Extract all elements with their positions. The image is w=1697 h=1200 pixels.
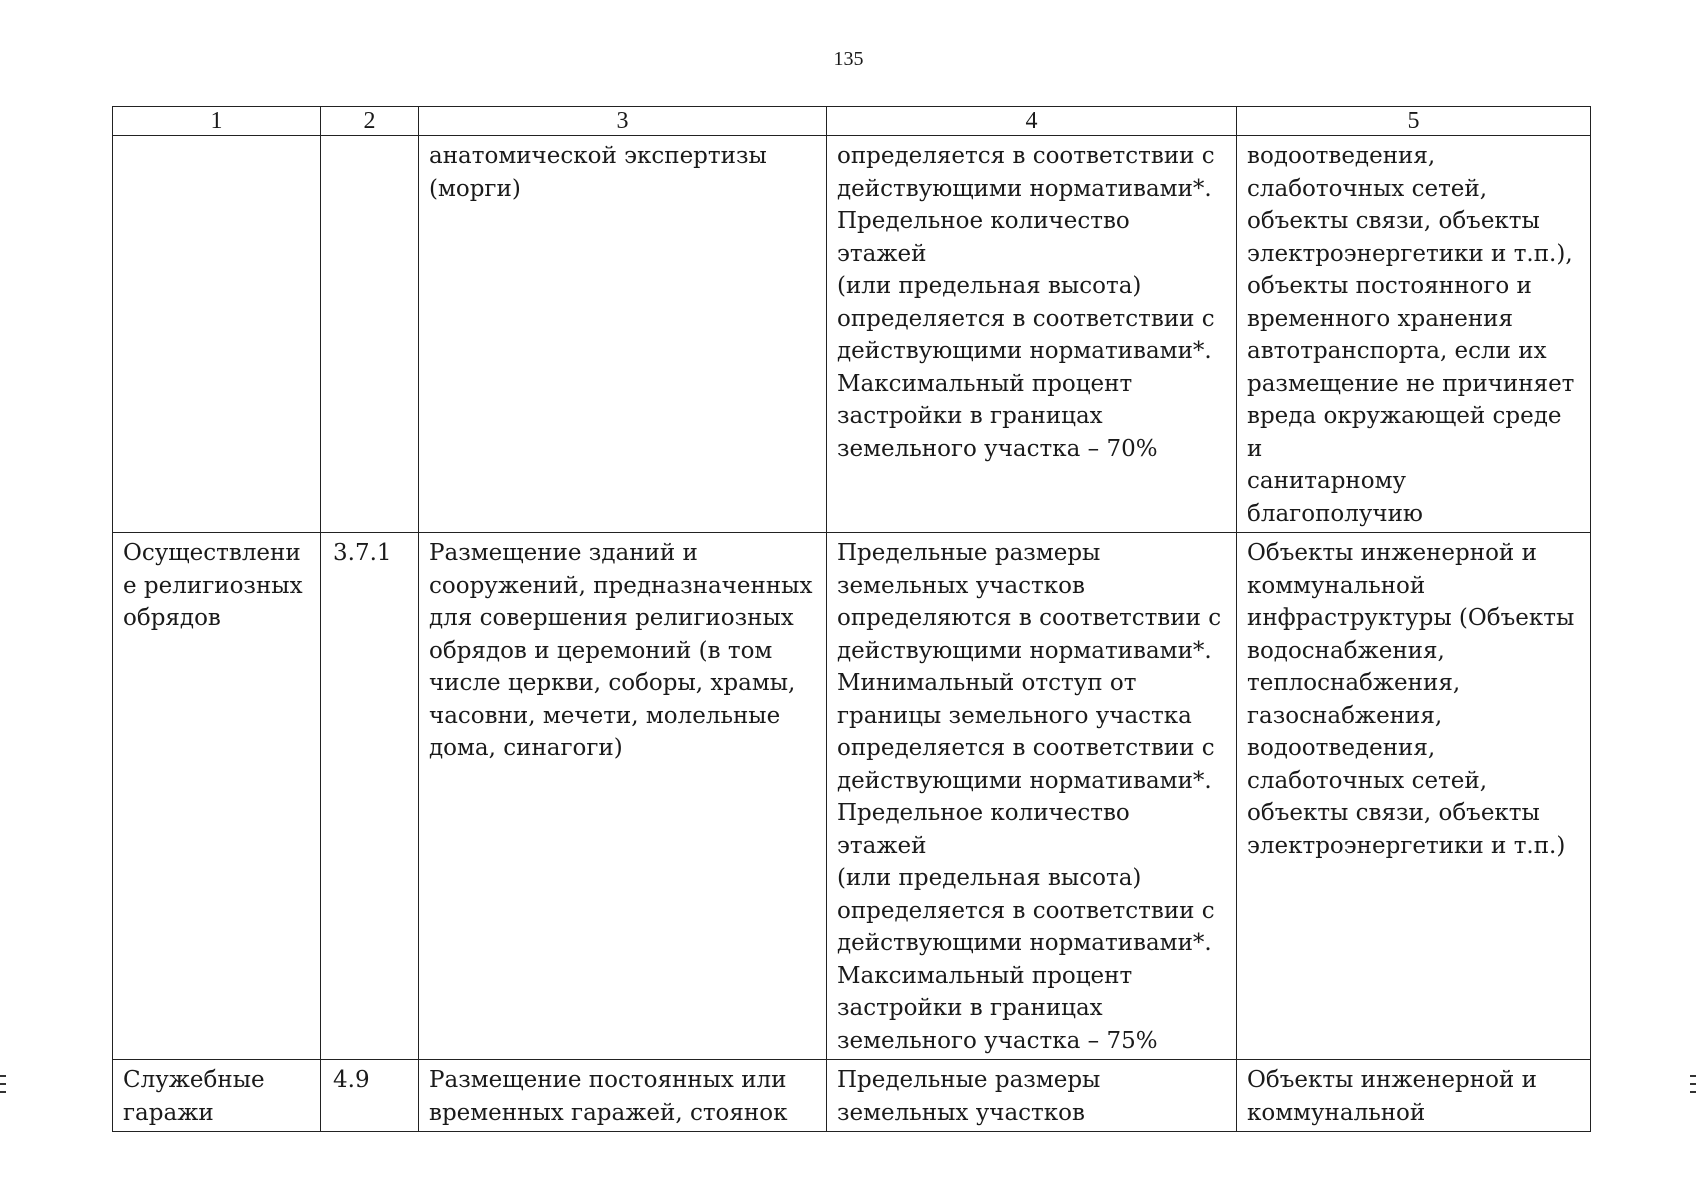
left-margin-mark — [0, 1075, 6, 1093]
table-row — [113, 533, 1591, 1060]
table-row — [113, 1060, 1591, 1132]
cell-use-name — [113, 136, 321, 533]
table-row — [113, 136, 1591, 533]
cell-auxiliary-uses: Объекты инженерной и коммунальной — [1237, 1060, 1591, 1132]
zoning-table — [112, 106, 1591, 1132]
cell-auxiliary-uses: водоотведения, слаботочных сетей, объекты связи, объекты электроэнергетики и т.п.), объекты постоянного и временного хранения автотранспорта, если их размещение не причиняет вреда окружающей среде и санитарному благополучию — [1237, 136, 1591, 533]
header-col-1: 1 — [113, 107, 321, 136]
cell-description: Размещение постоянных или временных гаражей, стоянок — [419, 1060, 827, 1132]
cell-use-name: Осуществлени е религиозных обрядов — [113, 533, 321, 1060]
header-col-3: 3 — [419, 107, 827, 136]
header-col-4: 4 — [827, 107, 1237, 136]
cell-use-name: Служебные гаражи — [113, 1060, 321, 1132]
page-number: 135 — [833, 48, 864, 70]
header-col-2: 2 — [321, 107, 419, 136]
cell-auxiliary-uses: Объекты инженерной и коммунальной инфраструктуры (Объекты водоснабжения, теплоснабжения, газоснабжения, водоотведения, слаботочных сетей, объекты связи, объекты электроэнергетики и т.п.) — [1237, 533, 1591, 1060]
table-header-row — [113, 107, 1591, 136]
cell-code: 4.9 — [321, 1060, 419, 1132]
cell-description: анатомической экспертизы (морги) — [419, 136, 827, 533]
cell-description: Размещение зданий и сооружений, предназначенных для совершения религиозных обрядов и церемоний (в том числе церкви, соборы, храмы, часовни, мечети, молельные дома, синагоги) — [419, 533, 827, 1060]
right-margin-mark — [1690, 1075, 1696, 1093]
header-col-5: 5 — [1237, 107, 1591, 136]
cell-code: 3.7.1 — [321, 533, 419, 1060]
cell-parameters: Предельные размеры земельных участков — [827, 1060, 1237, 1132]
cell-code — [321, 136, 419, 533]
cell-parameters: Предельные размеры земельных участков определяются в соответствии с действующими нормативами*. Минимальный отступ от границы земельного участка определяется в соответствии с действующими нормативами*. Предельное количество этажей (или предельная высота) определяется в соответствии с действующими нормативами*. Максимальный процент застройки в границах земельного участка – 75% — [827, 533, 1237, 1060]
cell-parameters: определяется в соответствии с действующими нормативами*. Предельное количество этажей (или предельная высота) определяется в соответствии с действующими нормативами*. Максимальный процент застройки в границах земельного участка – 70% — [827, 136, 1237, 533]
